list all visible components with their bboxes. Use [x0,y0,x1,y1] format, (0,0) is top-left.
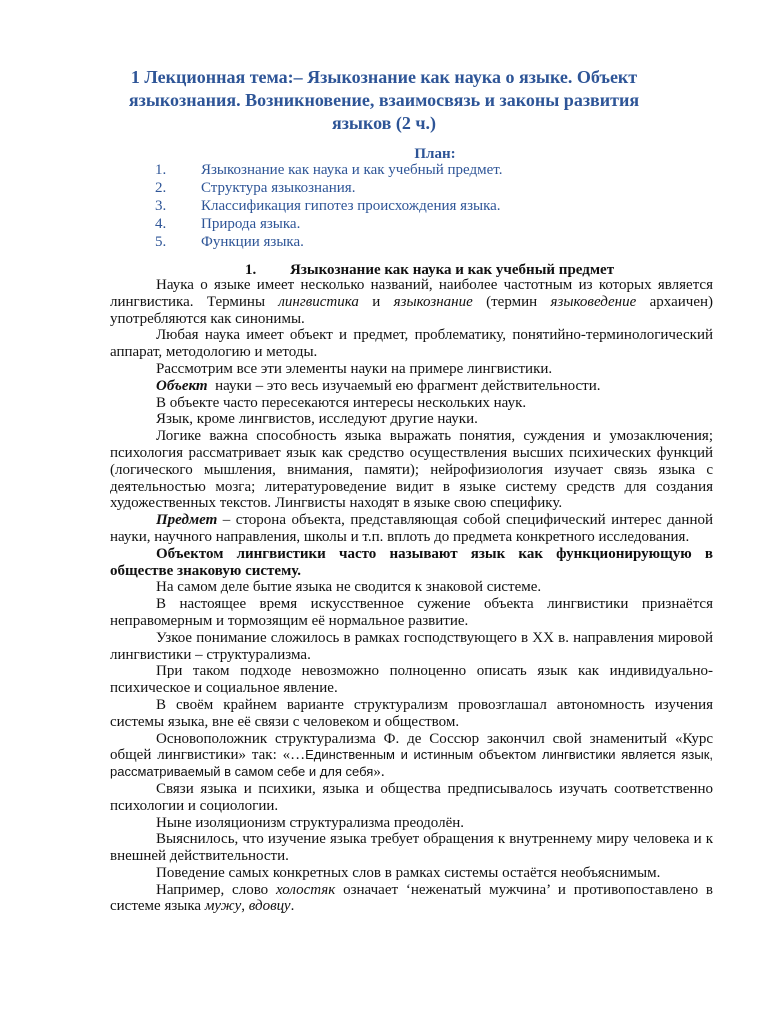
plan-item-number: 5. [155,234,167,250]
plan-item-text: Структура языкознания. [201,180,356,196]
plan-item-number: 3. [155,198,167,214]
plan-item-text: Языкознание как наука и как учебный предмет. [201,162,503,178]
plan-item [155,215,715,233]
plan-item [155,161,715,179]
term: холостяк [276,881,336,898]
paragraph: В своём крайнем варианте структурализм провозглашал автономность изучения системы языка, вне её связи с человеком и обществом. [110,696,713,730]
paragraph: Узкое понимание сложилось в рамках господствующего в XX в. направления мировой лингвистики – структурализма. [110,629,713,663]
saussure-quote: Единственным и истинным объектом лингвистики является язык, рассматриваемый в самом себе и для себя [110,747,714,780]
term: языкознание [393,293,473,310]
plan-item [155,233,715,251]
paragraph-text: Основоположник структурализма Ф. де Соссюр закончил свой знаменитый «Курс общей лингвистики» так: «… [110,730,713,764]
paragraph [110,882,713,916]
paragraph: При таком подходе невозможно полноценно описать язык как индивидуально-психическое и социальное явление. [110,663,713,697]
paragraph: На самом деле бытие языка не сводится к знаковой системе. [156,579,542,596]
paragraph: Выяснилось, что изучение языка требует обращения к внутреннему миру человека и к внешней действительности. [110,831,713,865]
paragraph-text: ». [373,764,385,781]
paragraph: Ныне изоляционизм структурализма преодолён. [156,814,465,831]
paragraph: Любая наука имеет объект и предмет, проблематику, понятийно-терминологический аппарат, методологию и методы. [110,327,713,361]
paragraph: Логике важна способность языка выражать понятия, суждения и умозаключения; психология рассматривает язык как средство осуществления высших психических функций (логического мышления, внимания, памяти); нейрофизиология изучает связь языка с деятельностью мозга; литературоведение видит в языке систему средств для создания художественных текстов. Лингвисты находят в языке свою специфику. [110,428,713,512]
paragraph: В объекте часто пересекаются интересы нескольких наук. [156,394,527,411]
paragraph [110,512,713,546]
lecture-title: 1 Лекционная тема:– Языкознание как наука о языке. Объект языкознания. Возникновение, взаимосвязь и законы развития языков (2 ч.) [128,67,640,133]
term-object: Объект [156,377,208,394]
plan-item [155,179,715,197]
paragraph [110,277,713,327]
paragraph-text: Например, слово [156,881,269,898]
section-title: Языкознание как наука и как учебный предмет [290,262,615,278]
paragraph-text: Наука о языке имеет несколько названий, наиболее частотным из которых является лингвистика. Термины [110,277,713,310]
paragraph: Рассмотрим все эти элементы науки на примере лингвистики. [156,360,553,377]
plan-item-text: Природа языка. [201,216,301,232]
paragraph: Поведение самых конкретных слов в рамках системы остаётся необъяснимым. [156,864,661,881]
paragraph-text: – сторона объекта, представляющая собой специфический интерес данной науки, научного направления, школы и т.п. вплоть до предмета конкретного исследования. [110,512,713,545]
paragraph: Язык, кроме лингвистов, исследуют другие науки. [156,411,478,428]
term: лингвистика [278,293,359,310]
plan-item-number: 2. [155,180,167,196]
term-subject: Предмет [156,512,218,529]
paragraph [110,731,713,781]
paragraph-text: означает ‘неженатый мужчина’ и противопоставлено в системе языка [110,881,713,915]
paragraph-emphasis: Объектом лингвистики часто называют язык как функционирующую в обществе знаковую систему. [110,545,713,579]
paragraph: Связи языка и психики, языка и общества предписывалось изучать соответственно психологии и социологии. [110,780,713,814]
term: мужу [204,898,242,915]
section-body [110,277,713,915]
paragraph: В настоящее время искусственное сужение объекта лингвистики признаётся неправомерным и тормозящим её нормальное развитие. [110,596,713,629]
paragraph-text: архаичен) употребляются как синонимы. [110,293,713,327]
plan-list [155,161,715,251]
paragraph-text: науки – это весь изучаемый ею фрагмент действительности. [215,377,601,394]
paragraph-text: , [241,898,246,915]
paragraph [110,378,713,395]
paragraph-text: . [290,898,295,915]
plan-item-number: 1. [155,162,167,178]
plan-item-number: 4. [155,216,167,232]
term: вдовцу [248,898,291,915]
paragraph-text: (термин [486,293,538,310]
paragraph-text: и [372,293,381,310]
plan-item [155,197,715,215]
plan-item-text: Функции языка. [201,234,304,250]
plan-heading: План: [414,146,456,162]
term: языковедение [550,293,637,310]
section-number: 1. [245,262,257,278]
plan-item-text: Классификация гипотез происхождения языка. [201,198,501,214]
